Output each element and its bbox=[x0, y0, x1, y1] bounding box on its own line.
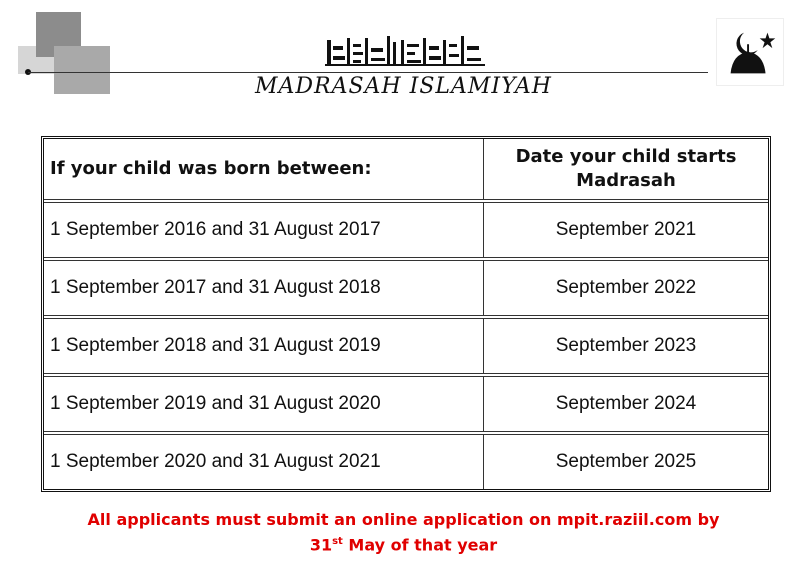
table-row bbox=[44, 431, 768, 489]
born-cell: 1 September 2017 and 31 August 2018 bbox=[44, 261, 484, 315]
header-divider bbox=[28, 72, 708, 73]
deadline-rest: May of that year bbox=[342, 535, 498, 555]
notice-line-1: All applicants must submit an online application on mpit.raziil.com by bbox=[87, 510, 720, 529]
application-notice bbox=[0, 509, 807, 556]
table-row bbox=[44, 373, 768, 431]
born-cell: 1 September 2019 and 31 August 2020 bbox=[44, 377, 484, 431]
born-cell: 1 September 2018 and 31 August 2019 bbox=[44, 319, 484, 373]
arabic-calligraphy-icon bbox=[325, 34, 485, 68]
deadline-ordinal: st bbox=[332, 536, 343, 547]
header-starts: Date your child starts Madrasah bbox=[515, 146, 737, 191]
starts-cell: September 2024 bbox=[555, 393, 697, 414]
page-title: MADRASAH ISLAMIYAH bbox=[254, 74, 552, 99]
starts-cell: September 2025 bbox=[555, 451, 697, 472]
starts-cell: September 2023 bbox=[555, 335, 697, 356]
born-cell: 1 September 2016 and 31 August 2017 bbox=[44, 203, 484, 257]
table-row bbox=[44, 315, 768, 373]
table-row bbox=[44, 199, 768, 257]
table-row bbox=[44, 257, 768, 315]
crescent-star-dome-icon bbox=[716, 18, 784, 86]
table-header-row bbox=[44, 139, 768, 199]
schedule-table bbox=[41, 136, 771, 492]
header-born: If your child was born between: bbox=[44, 139, 484, 199]
starts-cell: September 2021 bbox=[555, 219, 697, 240]
born-cell: 1 September 2020 and 31 August 2021 bbox=[44, 435, 484, 489]
deadline-day: 31 bbox=[309, 535, 333, 555]
notice-line-2 bbox=[0, 531, 807, 556]
starts-cell: September 2022 bbox=[555, 277, 697, 298]
